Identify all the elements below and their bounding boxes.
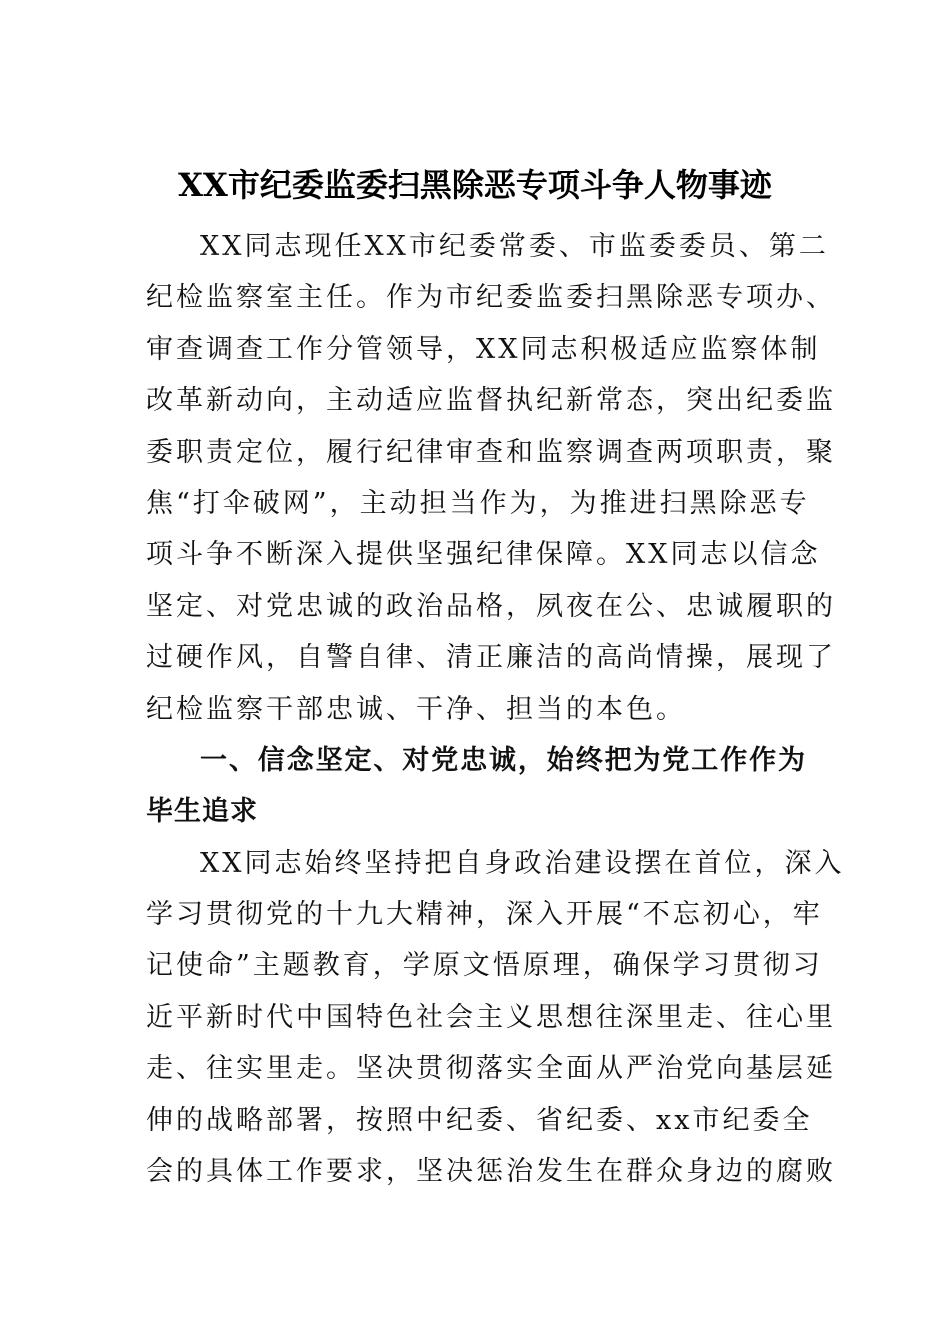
paragraph-intro bbox=[146, 221, 836, 735]
text-line: XX同志现任XX市纪委常委、市监委委员、第二 bbox=[200, 231, 829, 262]
heading-line: 一、信念坚定、对党忠诚，始终把为党工作作为 bbox=[200, 744, 806, 776]
text-line: 纪检监察干部忠诚、干净、担当的本色。 bbox=[146, 693, 686, 725]
text-line: 审查调查工作分管领导，XX同志积极适应监察体制 bbox=[146, 333, 821, 365]
text-line: 会的具体工作要求，坚决惩治发生在群众身边的腐败 bbox=[146, 1156, 836, 1188]
document-body bbox=[146, 221, 845, 1197]
section-heading-1 bbox=[146, 735, 806, 838]
text-line: 学习贯彻党的十九大精神，深入开展“不忘初心，牢 bbox=[146, 899, 823, 931]
text-line: 坚定、对党忠诚的政治品格，夙夜在公、忠诚履职的 bbox=[146, 590, 836, 622]
text-line: 过硬作风，自警自律、清正廉洁的高尚情操，展现了 bbox=[146, 642, 836, 674]
text-line: 项斗争不断深入提供坚强纪律保障。XX同志以信念 bbox=[146, 539, 821, 571]
text-line: 记使命”主题教育，学原文悟原理，确保学习贯彻习 bbox=[146, 950, 823, 982]
text-line: 焦“打伞破网”，主动担当作为，为推进扫黑除恶专 bbox=[146, 487, 810, 519]
text-line: 伸的战略部署，按照中纪委、省纪委、xx市纪委全 bbox=[146, 1104, 813, 1136]
paragraph-section-1 bbox=[146, 838, 845, 1198]
text-line: 改革新动向，主动适应监督执纪新常态，突出纪委监 bbox=[146, 385, 836, 417]
text-line: 近平新时代中国特色社会主义思想往深里走、往心里 bbox=[146, 1001, 836, 1033]
document-title: XX市纪委监委扫黑除恶专项斗争人物事迹 bbox=[178, 166, 772, 204]
text-line: 委职责定位，履行纪律审查和监察调查两项职责，聚 bbox=[146, 436, 836, 468]
text-line: 纪检监察室主任。作为市纪委监委扫黑除恶专项办、 bbox=[146, 282, 836, 314]
text-line: 走、往实里走。坚决贯彻落实全面从严治党向基层延 bbox=[146, 1053, 836, 1085]
heading-line: 毕生追求 bbox=[146, 796, 258, 828]
text-line: XX同志始终坚持把自身政治建设摆在首位，深入 bbox=[200, 847, 845, 879]
